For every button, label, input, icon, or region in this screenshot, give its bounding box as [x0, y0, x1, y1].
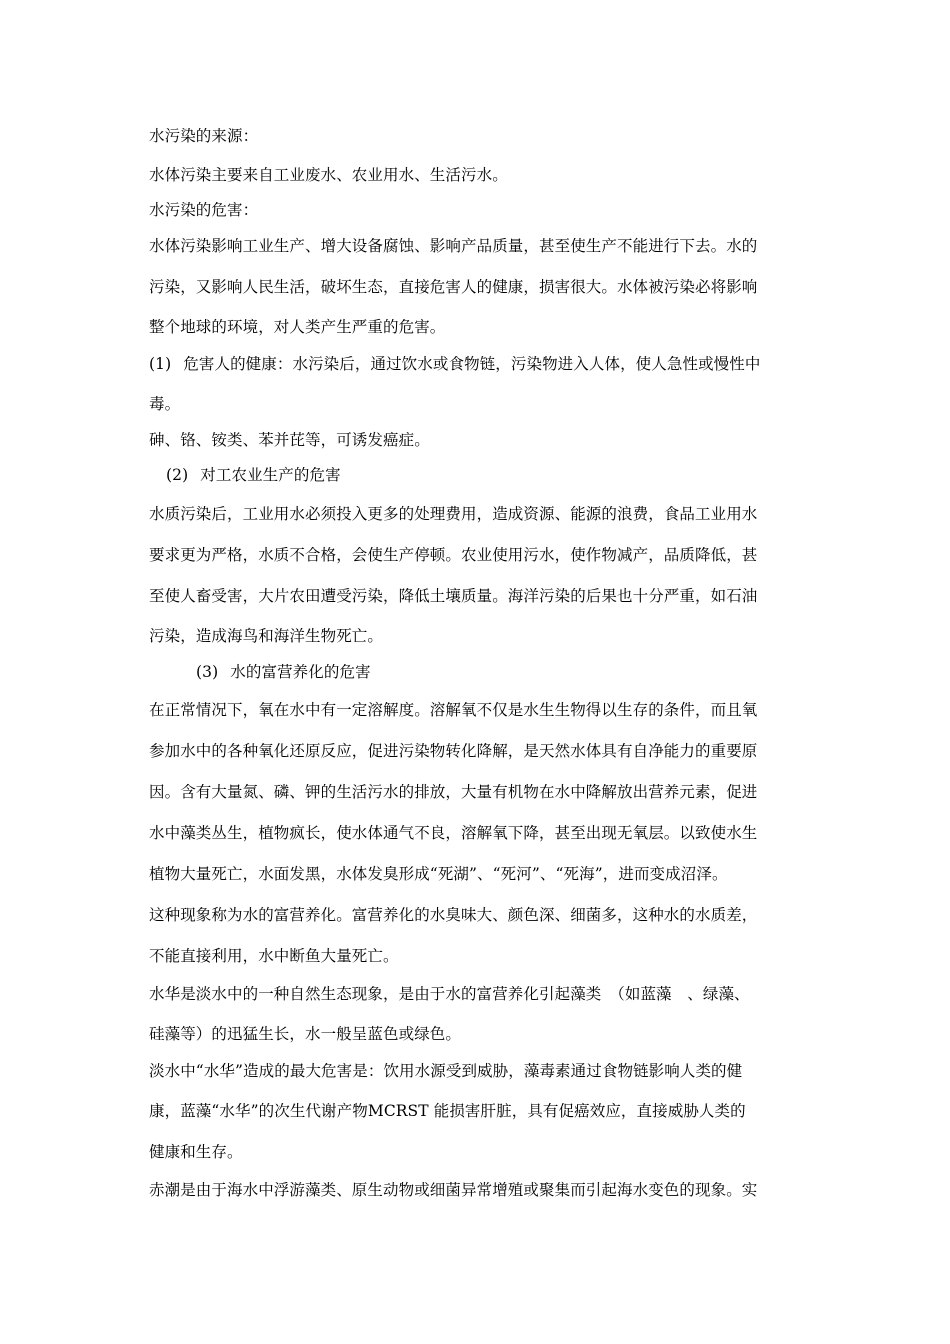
text-line: 水污染的危害： [149, 201, 259, 219]
text-line: 至使人畜受害，大片农田遭受污染，降低土壤质量。海洋污染的后果也十分严重，如石油 [149, 587, 758, 605]
text-line: 水污染的来源： [149, 127, 259, 145]
text-line: 在正常情况下，氧在水中有一定溶解度。溶解氧不仅是水生生物得以生存的条件，而且氧 [149, 701, 758, 719]
text-line: 水质污染后，工业用水必须投入更多的处理费用，造成资源、能源的浪费，食品工业用水 [149, 505, 758, 523]
list-number: (3) [196, 663, 219, 681]
text-line: 要求更为严格，水质不合格，会使生产停顿。农业使用污水，使作物减产，品质降低，甚 [149, 546, 758, 564]
text-line: 硅藻等）的迅猛生长，水一般呈蓝色或绿色。 [149, 1025, 462, 1043]
text-line: 植物大量死亡，水面发黑，水体发臭形成“死湖”、“死河”、“死海”，进而变成沼泽。 [149, 865, 728, 883]
text-line: 这种现象称为水的富营养化。富营养化的水臭味大、颜色深、细菌多，这种水的水质差， [149, 906, 758, 924]
text-line: 水体污染影响工业生产、增大设备腐蚀、影响产品质量，甚至使生产不能进行下去。水的 [149, 237, 758, 255]
text-line: 因。含有大量氮、磷、钾的生活污水的排放，大量有机物在水中降解放出营养元素，促进 [149, 783, 758, 801]
list-item-1 [149, 354, 760, 374]
list-item-text: 水的富营养化的危害 [230, 663, 371, 681]
text-line: 不能直接利用，水中断鱼大量死亡。 [149, 947, 399, 965]
text-line: 淡水中“水华”造成的最大危害是：饮用水源受到威胁，藻毒素通过食物链影响人类的健 [149, 1062, 743, 1080]
text-line: 水中藻类丛生，植物疯长，使水体通气不良，溶解氧下降，甚至出现无氧层。以致使水生 [149, 824, 758, 842]
list-item-2 [166, 465, 341, 485]
list-item-text: 危害人的健康：水污染后，通过饮水或食物链，污染物进入人体，使人急性或慢性中 [183, 355, 761, 373]
text-line: 整个地球的环境，对人类产生严重的危害。 [149, 318, 446, 336]
text-line: 水体污染主要来自工业废水、农业用水、生活污水。 [149, 166, 508, 184]
list-number: (2) [166, 466, 189, 484]
text-line: 参加水中的各种氧化还原反应，促进污染物转化降解，是天然水体具有自净能力的重要原 [149, 742, 758, 760]
text-line: 污染，造成海鸟和海洋生物死亡。 [149, 627, 384, 645]
text-line: 毒。 [149, 395, 181, 413]
text-line: 健康和生存。 [149, 1143, 243, 1161]
list-number: (1) [149, 355, 172, 373]
text-line: 砷、铬、铵类、苯并芘等，可诱发癌症。 [149, 431, 430, 449]
text-line: 赤潮是由于海水中浮游藻类、原生动物或细菌异常增殖或聚集而引起海水变色的现象。实 [149, 1181, 758, 1199]
text-line: 康，蓝藻“水华”的次生代谢产物MCRST 能损害肝脏，具有促癌效应，直接威胁人类的 [149, 1102, 746, 1120]
list-item-text: 对工农业生产的危害 [200, 466, 341, 484]
list-item-3 [196, 662, 371, 682]
text-line: 水华是淡水中的一种自然生态现象，是由于水的富营养化引起藻类 （如蓝藻 、绿藻、 [149, 985, 750, 1003]
text-line: 污染，又影响人民生活，破坏生态，直接危害人的健康，损害很大。水体被污染必将影响 [149, 278, 758, 296]
